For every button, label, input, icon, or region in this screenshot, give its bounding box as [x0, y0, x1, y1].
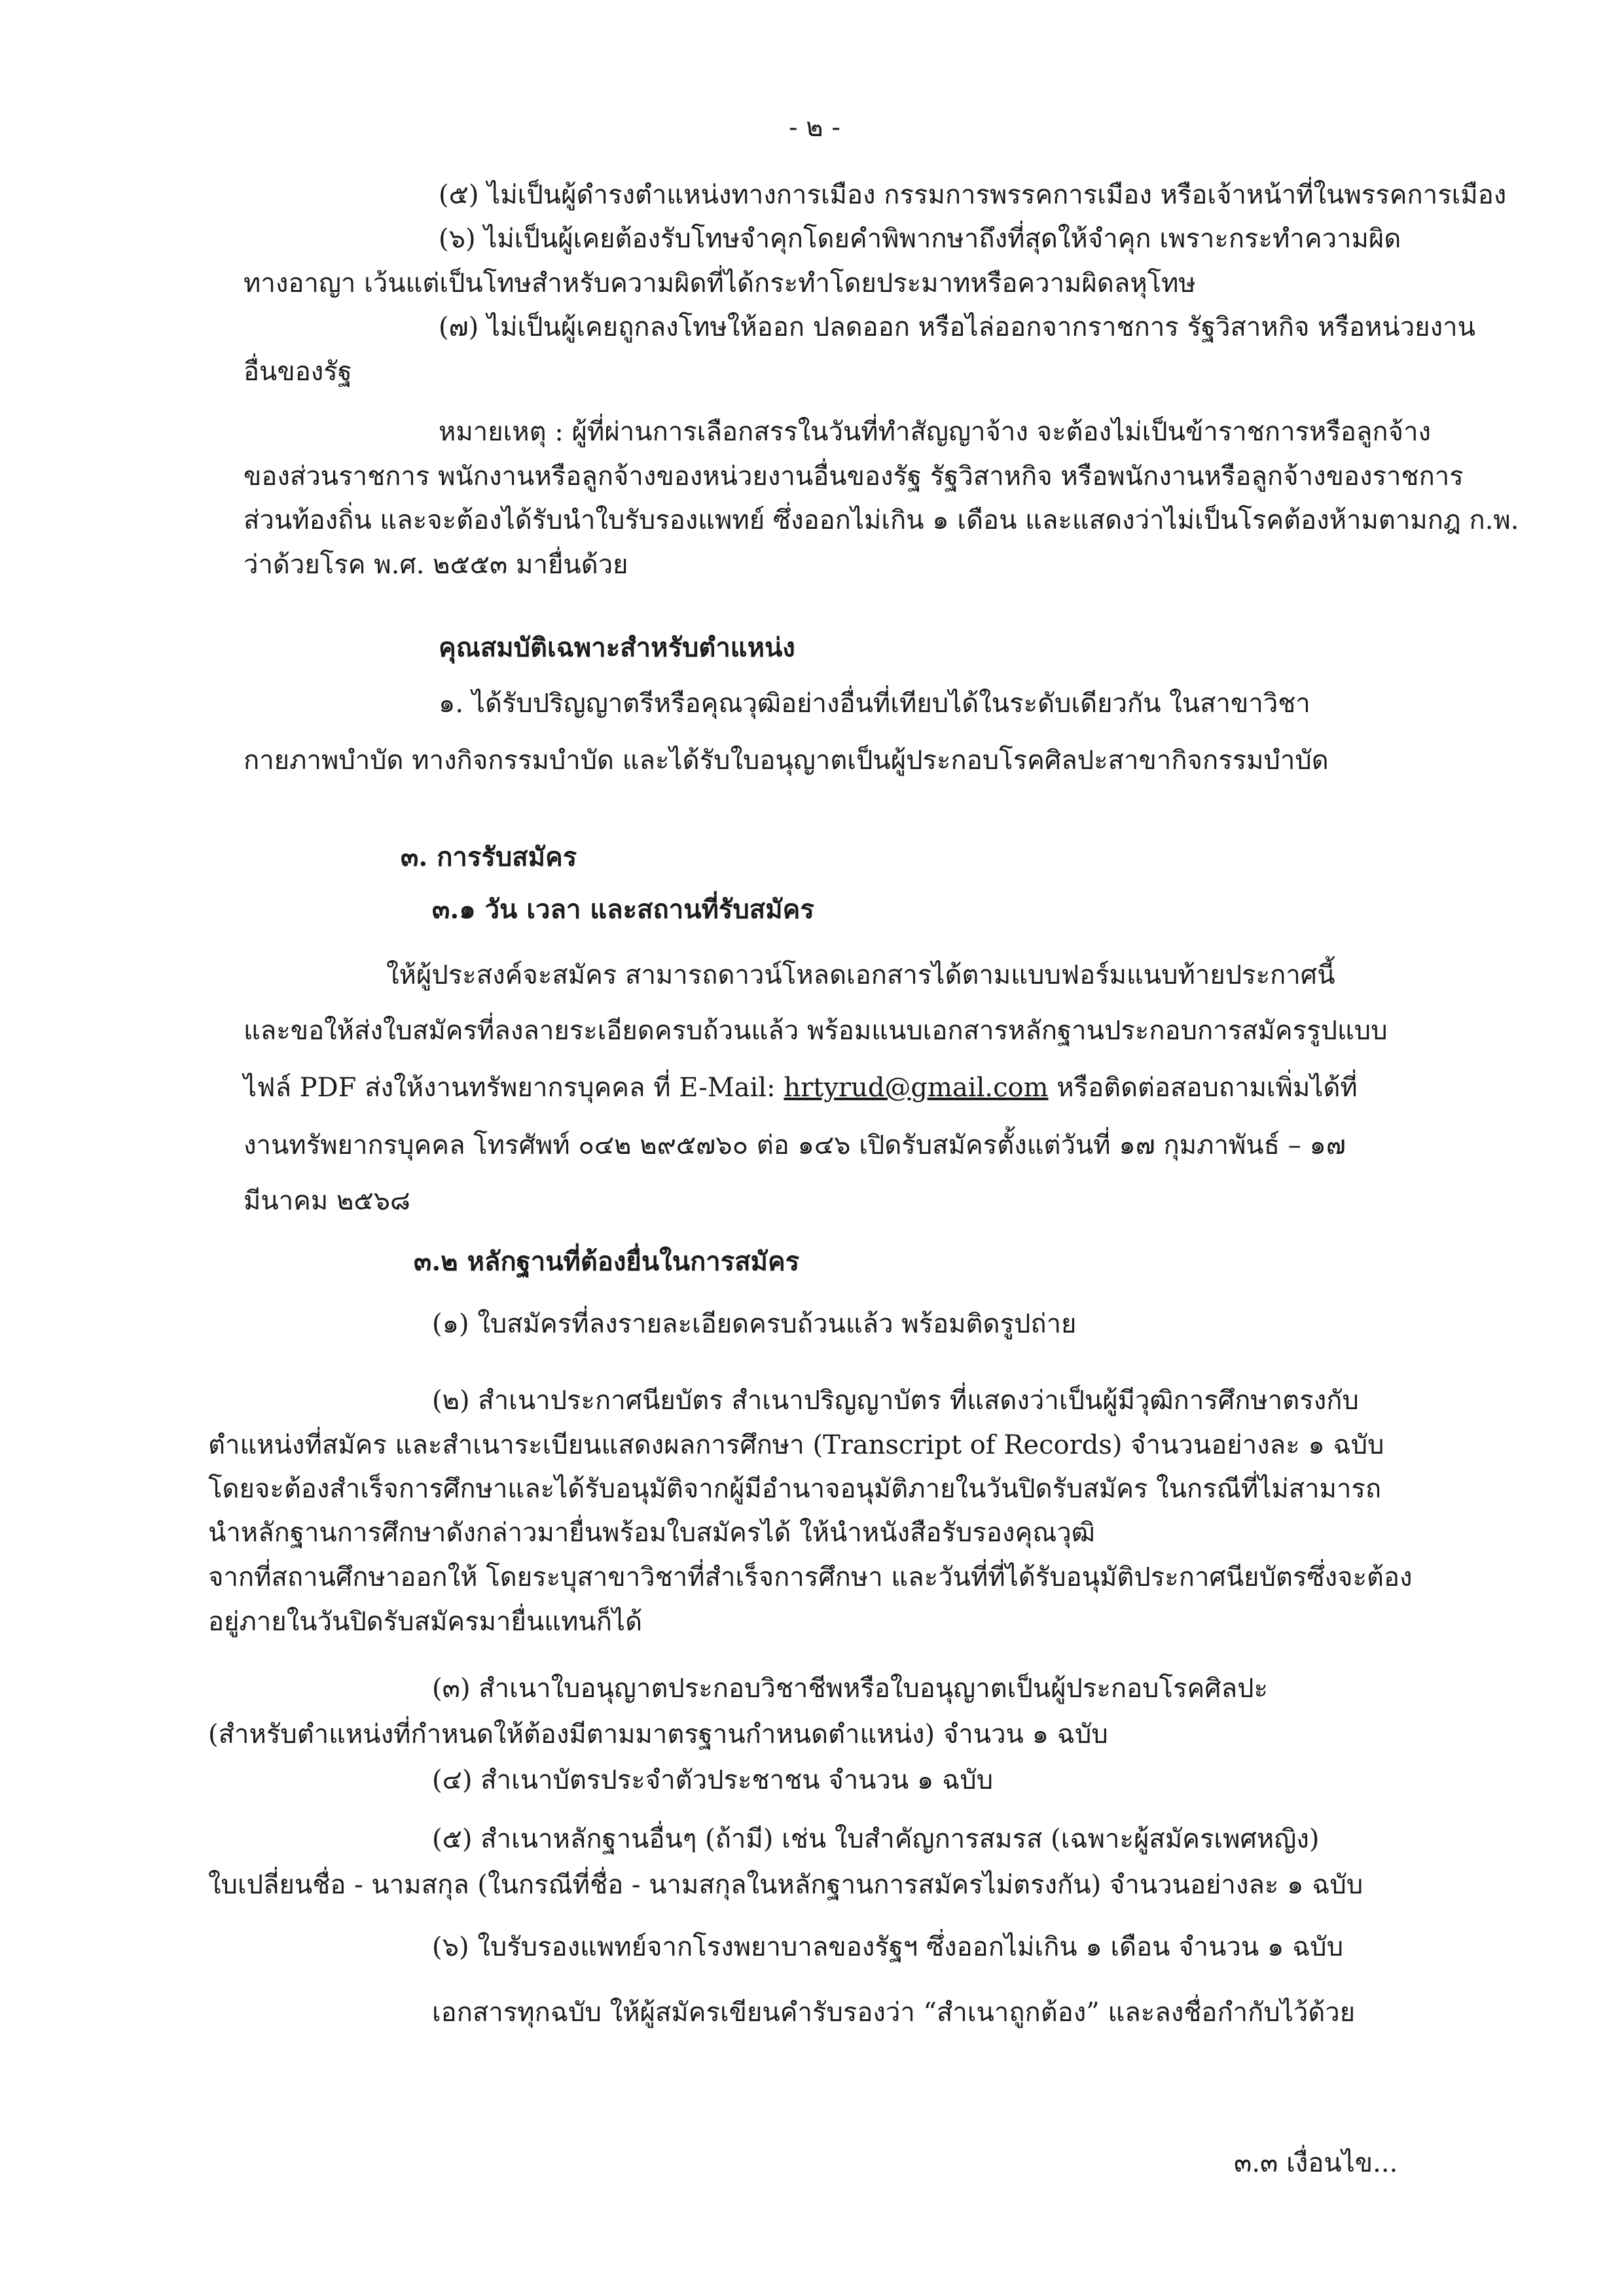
next-page-indicator: ๓.๓ เงื่อนไข... — [1234, 2148, 1398, 2178]
sub2-line: (๑) ใบสมัครที่ลงรายละเอียดครบถ้วนแล้ว พร้อมติดรูปถ่าย — [432, 1309, 1077, 1339]
note-line: หมายเหตุ : ผู้ที่ผ่านการเลือกสรรในวันที่ทำสัญญาจ้าง จะต้องไม่เป็นข้าราชการหรือลูกจ้าง — [439, 417, 1432, 447]
sub2-line: ตำแหน่งที่สมัคร และสำเนาระเบียนแสดงผลการศึกษา (Transcript of Records) จำนวนอย่างละ ๑ ฉบับ — [208, 1430, 1384, 1460]
sub2-line: (๔) สำเนาบัตรประจำตัวประชาชน จำนวน ๑ ฉบับ — [432, 1765, 994, 1795]
note-line: ว่าด้วยโรค พ.ศ. ๒๕๕๓ มายื่นด้วย — [244, 550, 628, 580]
sub1-line: ให้ผู้ประสงค์จะสมัคร สามารถดาวน์โหลดเอกสารได้ตามแบบฟอร์มแนบท้ายประกาศนี้ — [386, 960, 1335, 990]
qualification-item-6: (๖) ไม่เป็นผู้เคยต้องรับโทษจำคุกโดยคำพิพากษาถึงที่สุดให้จำคุก เพราะกระทำความผิด — [439, 224, 1401, 254]
sub2-line: อยู่ภายในวันปิดรับสมัครมายื่นแทนก็ได้ — [208, 1607, 643, 1637]
qualification-item-7: (๗) ไม่เป็นผู้เคยถูกลงโทษให้ออก ปลดออก หรือไล่ออกจากราชการ รัฐวิสาหกิจ หรือหน่วยงาน — [439, 312, 1475, 342]
sub1-email-line — [244, 1068, 1358, 1107]
email-link[interactable]: hrtyrud@gmail.com — [784, 1073, 1049, 1103]
qualification-item-6-cont: ทางอาญา เว้นแต่เป็นโทษสำหรับความผิดที่ได้กระทำโดยประมาทหรือความผิดลหุโทษ — [244, 268, 1196, 298]
qualification-item-7-cont: อื่นของรัฐ — [244, 357, 352, 387]
specific-line: ๑. ได้รับปริญญาตรีหรือคุณวุฒิอย่างอื่นที่เทียบได้ในระดับเดียวกัน ในสาขาวิชา — [439, 689, 1310, 719]
note-line: ของส่วนราชการ พนักงานหรือลูกจ้างของหน่วยงานอื่นของรัฐ รัฐวิสาหกิจ หรือพนักงานหรือลูกจ้างของราชการ — [244, 461, 1464, 492]
sub1-line: มีนาคม ๒๕๖๘ — [244, 1186, 410, 1216]
sub2-line: โดยจะต้องสำเร็จการศึกษาและได้รับอนุมัติจากผู้มีอำนาจอนุมัติภายในวันปิดรับสมัคร ในกรณีที่ไม่สามารถ — [208, 1474, 1382, 1504]
sub2-line: (๓) สำเนาใบอนุญาตประกอบวิชาชีพหรือใบอนุญาตเป็นผู้ประกอบโรคศิลปะ — [432, 1674, 1269, 1704]
sub2-line: ใบเปลี่ยนชื่อ - นามสกุล (ในกรณีที่ชื่อ - นามสกุลในหลักฐานการสมัครไม่ตรงกัน) จำนวนอย่างละ ๑ ฉบับ — [208, 1870, 1363, 1900]
sub2-line: เอกสารทุกฉบับ ให้ผู้สมัครเขียนคำรับรองว่า “สำเนาถูกต้อง” และลงชื่อกำกับไว้ด้วย — [432, 1998, 1356, 2028]
sub2-line: (๒) สำเนาประกาศนียบัตร สำเนาปริญญาบัตร ที่แสดงว่าเป็นผู้มีวุฒิการศึกษาตรงกับ — [432, 1386, 1359, 1416]
email-prefix: ไฟล์ PDF ส่งให้งานทรัพยากรบุคคล ที่ E-Mail: — [244, 1073, 784, 1103]
specific-line: กายภาพบำบัด ทางกิจกรรมบำบัด และได้รับใบอนุญาตเป็นผู้ประกอบโรคศิลปะสาขากิจกรรมบำบัด — [244, 745, 1329, 776]
sub1-line: และขอให้ส่งใบสมัครที่ลงลายระเอียดครบถ้วนแล้ว พร้อมแนบเอกสารหลักฐานประกอบการสมัครรูปแบบ — [244, 1016, 1388, 1046]
note-line: ส่วนท้องถิ่น และจะต้องได้รับนำใบรับรองแพทย์ ซึ่งออกไม่เกิน ๑ เดือน และแสดงว่าไม่เป็นโรคต้องห้ามตามกฎ ก.พ. — [244, 505, 1519, 535]
page-number: - ๒ - — [789, 113, 840, 143]
sub2-line: จากที่สถานศึกษาออกให้ โดยระบุสาขาวิชาที่สำเร็จการศึกษา และวันที่ที่ได้รับอนุมัติประกาศนียบัตรซึ่งจะต้อง — [208, 1562, 1413, 1592]
specific-heading: คุณสมบัติเฉพาะสำหรับตำแหน่ง — [439, 632, 795, 663]
sub2-line: (สำหรับตำแหน่งที่กำหนดให้ต้องมีตามมาตรฐานกำหนดตำแหน่ง) จำนวน ๑ ฉบับ — [208, 1719, 1108, 1749]
application-heading: ๓. การรับสมัคร — [401, 842, 577, 872]
sub1-line: งานทรัพยากรบุคคล โทรศัพท์ ๐๔๒ ๒๙๕๗๖๐ ต่อ ๑๔๖ เปิดรับสมัครตั้งแต่วันที่ ๑๗ กุมภาพันธ์ – ๑๗ — [244, 1130, 1346, 1160]
sub2-line: (๖) ใบรับรองแพทย์จากโรงพยาบาลของรัฐฯ ซึ่งออกไม่เกิน ๑ เดือน จำนวน ๑ ฉบับ — [432, 1932, 1344, 1962]
sub2-line: นำหลักฐานการศึกษาดังกล่าวมายื่นพร้อมใบสมัครได้ ให้นำหนังสือรับรองคุณวุฒิ — [208, 1518, 1095, 1548]
email-suffix: หรือติดต่อสอบถามเพิ่มได้ที่ — [1048, 1073, 1358, 1103]
application-sub1-heading: ๓.๑ วัน เวลา และสถานที่รับสมัคร — [432, 894, 814, 925]
application-sub2-heading: ๓.๒ หลักฐานที่ต้องยื่นในการสมัคร — [414, 1246, 800, 1277]
qualification-item-5: (๕) ไม่เป็นผู้ดำรงตำแหน่งทางการเมือง กรรมการพรรคการเมือง หรือเจ้าหน้าที่ในพรรคการเมือง — [439, 180, 1507, 210]
sub2-line: (๕) สำเนาหลักฐานอื่นๆ (ถ้ามี) เช่น ใบสำคัญการสมรส (เฉพาะผู้สมัครเพศหญิง) — [432, 1824, 1320, 1854]
